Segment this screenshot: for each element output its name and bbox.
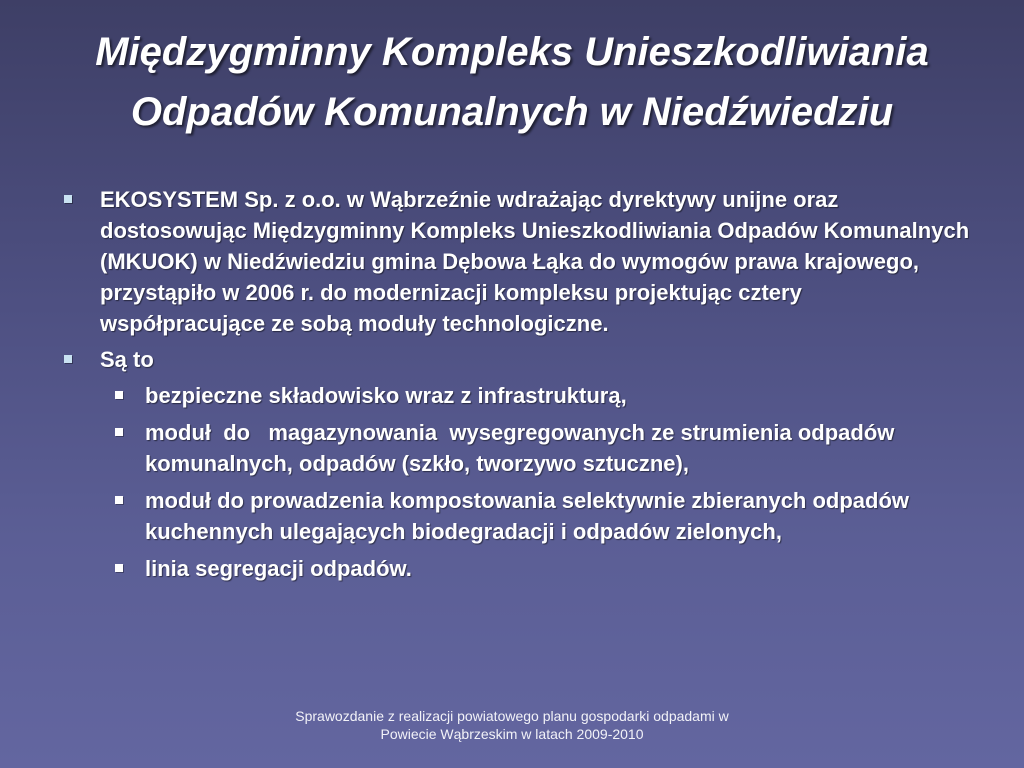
slide-title-line-1: Międzygminny Kompleks Unieszkodliwiania: [95, 30, 929, 74]
bullet-text: EKOSYSTEM Sp. z o.o. w Wąbrzeźnie wdrażając dyrektywy unijne oraz dostosowując Międzygminny Kompleks Unieszkodliwiania Odpadów Komunalnych (MKUOK) w Niedźwiedziu gmina Dębowa Łąka do wymogów prawa krajowego, przystąpiło w 2006 r. do modernizacji kompleksu projektując cztery współpracujące ze sobą moduły technologiczne.: [100, 187, 970, 336]
slide-title: [0, 22, 1024, 142]
square-bullet-icon: [64, 355, 72, 363]
square-bullet-icon: [64, 195, 72, 203]
bullet-list: [0, 184, 1024, 590]
sub-bullet-text: moduł do prowadzenia kompostowania selektywnie zbieranych odpadów kuchennych ulegających biodegradacji i odpadów zielonych,: [145, 488, 910, 544]
sub-bullet-text: linia segregacji odpadów.: [145, 556, 412, 581]
bullet-item-ekosystem: [0, 184, 970, 339]
small-square-bullet-icon: [115, 391, 123, 399]
small-square-bullet-icon: [115, 496, 123, 504]
small-square-bullet-icon: [115, 564, 123, 572]
slide-footer: [0, 707, 1024, 743]
sub-bullet-item: [0, 553, 935, 584]
slide-title-line-2: Odpadów Komunalnych w Niedźwiedziu: [130, 90, 894, 134]
sub-bullet-item: [0, 380, 935, 411]
bullet-text: Są to: [100, 347, 154, 372]
small-square-bullet-icon: [115, 428, 123, 436]
sub-bullet-item: [0, 417, 935, 479]
footer-line-2: Powiecie Wąbrzeskim w latach 2009-2010: [380, 726, 644, 742]
bullet-item-sa-to: [0, 344, 970, 375]
footer-line-1: Sprawozdanie z realizacji powiatowego planu gospodarki odpadami w: [295, 708, 729, 724]
sub-bullet-text: bezpieczne składowisko wraz z infrastrukturą,: [145, 383, 627, 408]
sub-bullet-text: moduł do magazynowania wysegregowanych ze strumienia odpadów komunalnych, odpadów (szkło, tworzywo sztuczne),: [145, 420, 901, 476]
sub-bullet-item: [0, 485, 935, 547]
